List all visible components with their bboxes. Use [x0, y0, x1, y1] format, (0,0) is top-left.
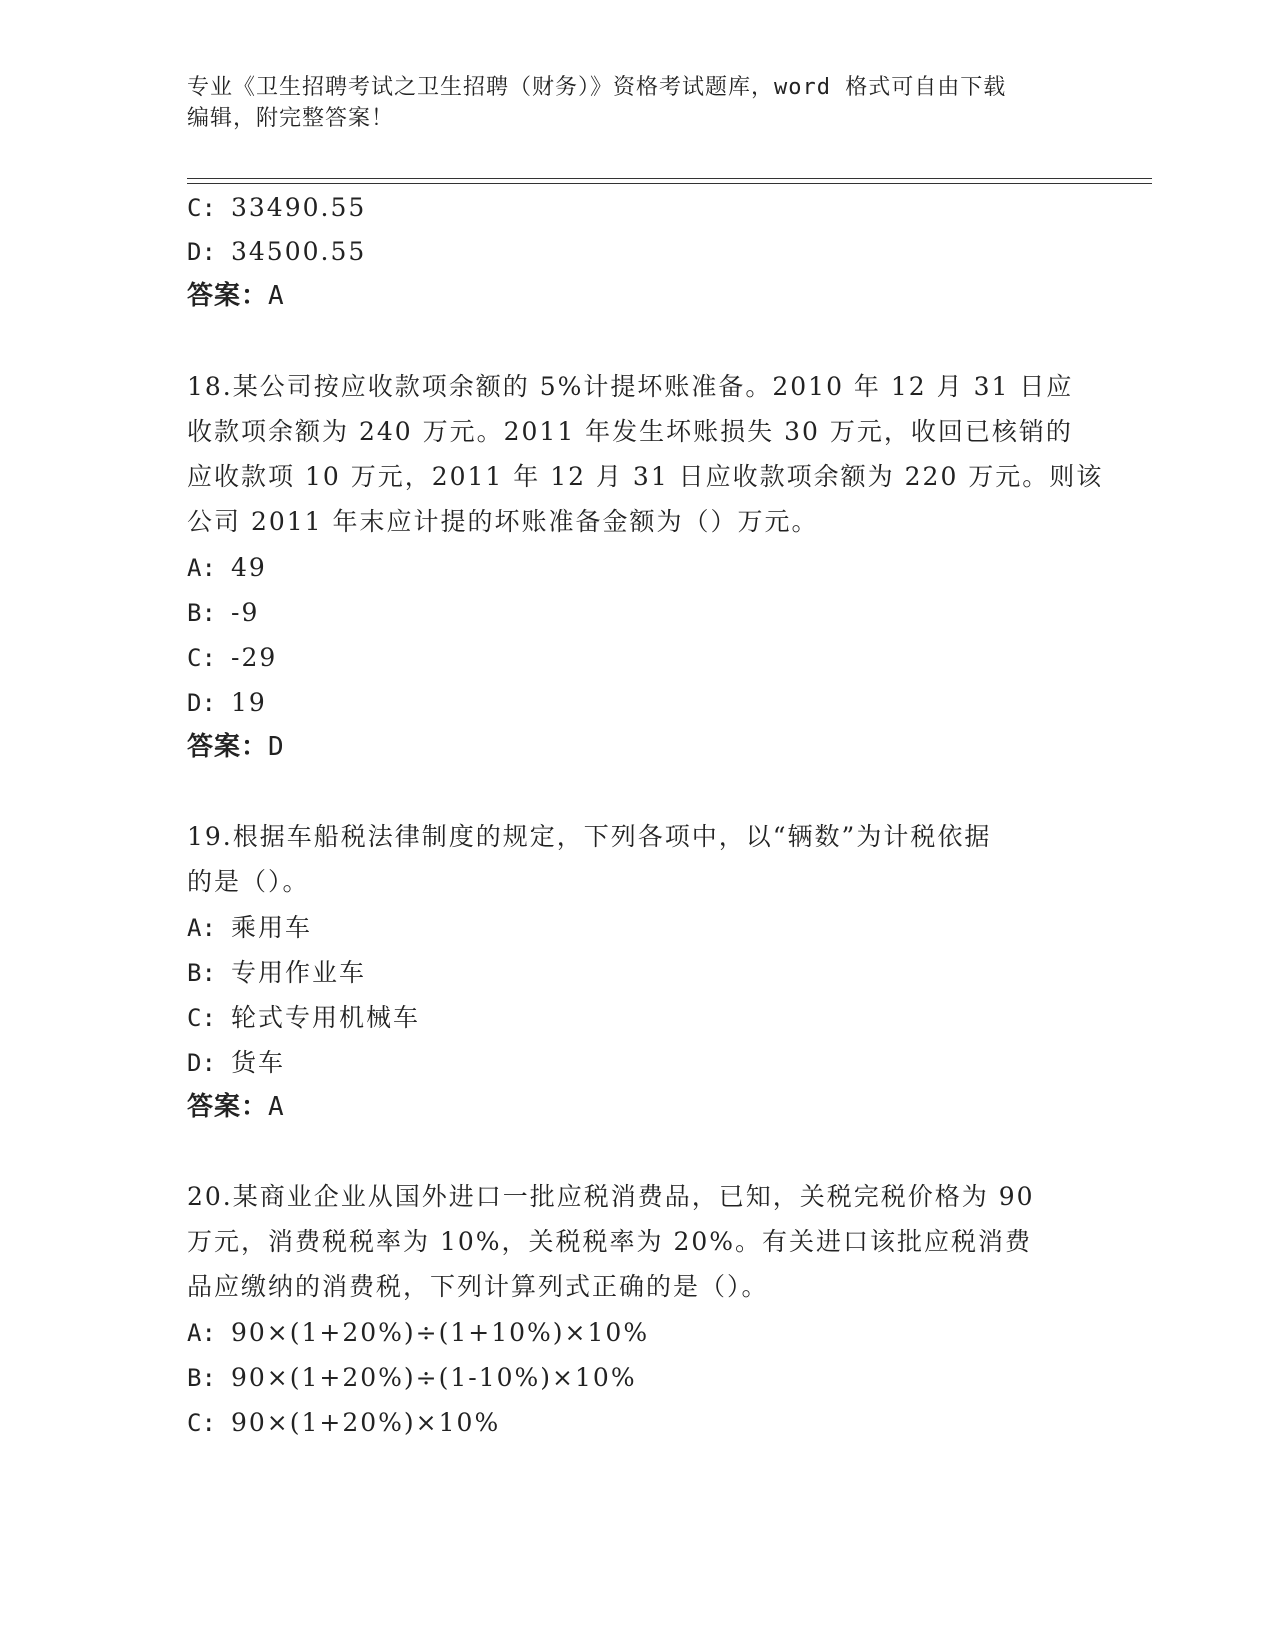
question-18-option-d: [187, 688, 267, 718]
question-18-option-a: [187, 553, 267, 583]
option-text: 90×(1+20%)÷(1+10%)×10%: [231, 1318, 650, 1347]
header-divider-top: [187, 178, 1152, 179]
option-text: 33490.55: [231, 193, 367, 222]
option-text: 90×(1+20%)÷(1-10%)×10%: [231, 1363, 637, 1392]
question-19-text-line: 19.根据车船税法律制度的规定，下列各项中，以“辆数”为计税依据: [187, 822, 992, 851]
question-20-text-line: 品应缴纳的消费税，下列计算列式正确的是（）。: [187, 1272, 769, 1301]
question-20-option-b: [187, 1363, 637, 1393]
option-label: D:: [187, 1049, 216, 1077]
option-label: C:: [187, 194, 216, 222]
header-divider-bottom: [187, 183, 1152, 184]
question-19-option-d: [187, 1048, 285, 1078]
option-label: C:: [187, 1004, 216, 1032]
option-label: A:: [187, 914, 216, 942]
question-19-answer: [187, 1092, 285, 1122]
option-label: B:: [187, 599, 216, 627]
answer-label: 答案：: [187, 281, 269, 311]
answer-value: D: [268, 732, 285, 762]
option-text: 49: [231, 553, 267, 582]
answer-line: [187, 281, 285, 311]
option-text: 90×(1+20%)×10%: [231, 1408, 501, 1437]
option-c: [187, 193, 366, 223]
answer-value: A: [268, 1092, 285, 1122]
option-text: 34500.55: [231, 237, 367, 266]
question-18-text-line: 18.某公司按应收款项余额的 5%计提坏账准备。2010 年 12 月 31 日应: [187, 372, 1074, 401]
header-title-line-1: 专业《卫生招聘考试之卫生招聘（财务）》资格考试题库，word 格式可自由下载: [187, 75, 1007, 100]
option-text: 轮式专用机械车: [231, 1003, 421, 1032]
option-d: [187, 237, 366, 267]
question-18-text-line: 应收款项 10 万元，2011 年 12 月 31 日应收款项余额为 220 万元。则该: [187, 462, 1104, 491]
question-20-text-line: 万元，消费税税率为 10%，关税税率为 20%。有关进口该批应税消费: [187, 1227, 1033, 1256]
header-title-line-2: 编辑，附完整答案！: [187, 106, 395, 131]
option-text: 乘用车: [231, 913, 313, 942]
answer-label: 答案：: [187, 1092, 269, 1122]
answer-label: 答案：: [187, 732, 269, 762]
question-18-text-line: 收款项余额为 240 万元。2011 年发生坏账损失 30 万元，收回已核销的: [187, 417, 1073, 446]
question-18-option-b: [187, 598, 259, 628]
question-18-option-c: [187, 643, 277, 673]
answer-value: A: [268, 281, 285, 311]
option-label: C:: [187, 1409, 216, 1437]
option-text: -29: [231, 643, 278, 672]
question-19-option-b: [187, 958, 366, 988]
question-19-option-c: [187, 1003, 420, 1033]
option-text: 19: [231, 688, 267, 717]
option-label: A:: [187, 1319, 216, 1347]
option-text: 货车: [231, 1048, 286, 1077]
question-18-text-line: 公司 2011 年末应计提的坏账准备金额为（）万元。: [187, 507, 819, 536]
option-label: B:: [187, 959, 216, 987]
question-20-text-line: 20.某商业企业从国外进口一批应税消费品，已知，关税完税价格为 90: [187, 1182, 1035, 1211]
option-label: C:: [187, 644, 216, 672]
question-19-text-line: 的是（）。: [187, 867, 310, 896]
option-label: B:: [187, 1364, 216, 1392]
option-text: -9: [231, 598, 260, 627]
option-label: D:: [187, 238, 216, 266]
question-18-answer: [187, 732, 285, 762]
question-19-option-a: [187, 913, 312, 943]
document-header: [187, 72, 1087, 134]
option-label: D:: [187, 689, 216, 717]
question-20-option-a: [187, 1318, 649, 1348]
option-label: A:: [187, 554, 216, 582]
option-text: 专用作业车: [231, 958, 367, 987]
question-20-option-c: [187, 1408, 500, 1438]
